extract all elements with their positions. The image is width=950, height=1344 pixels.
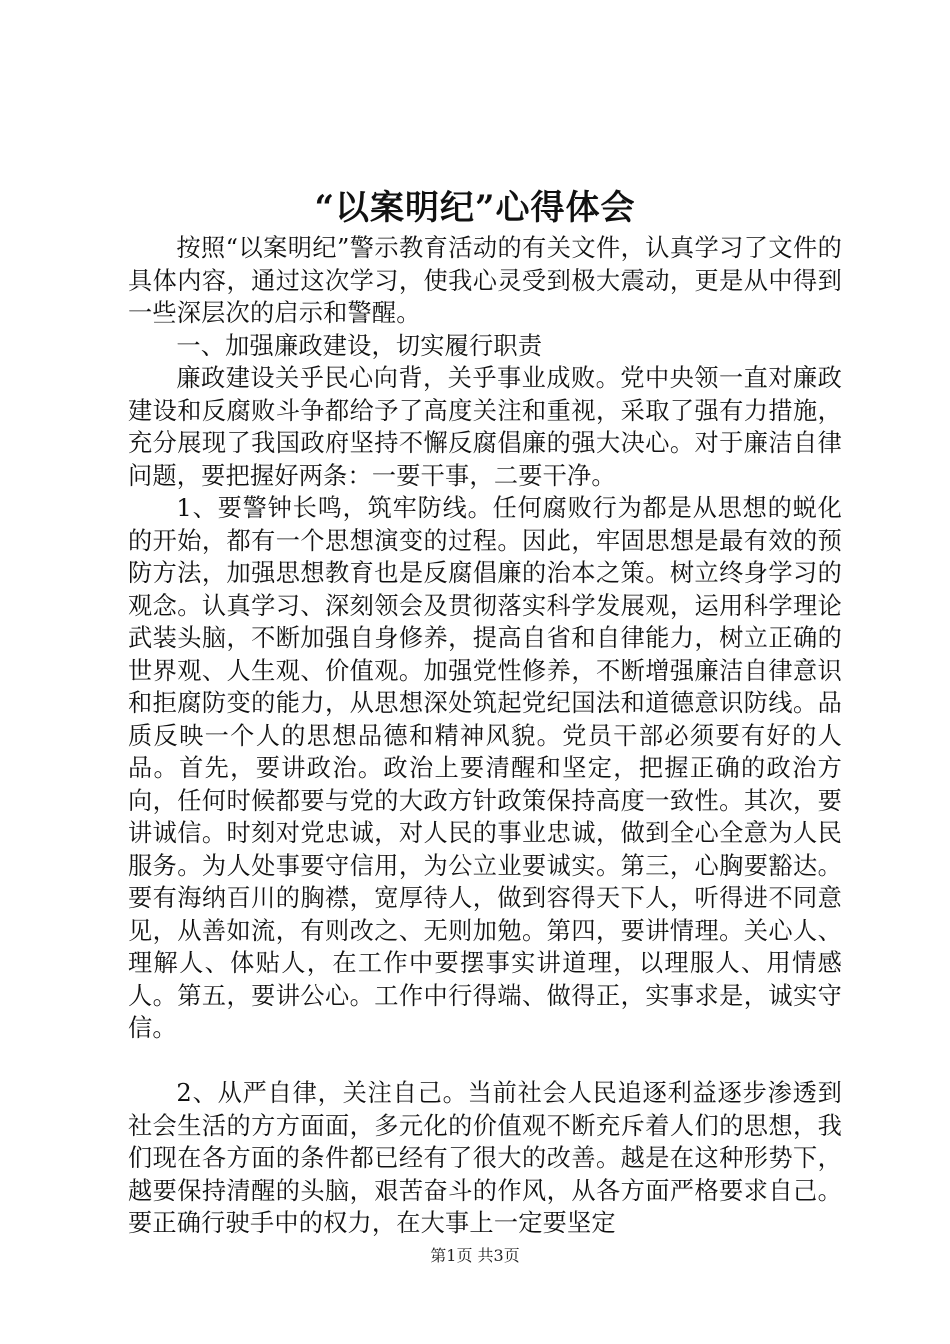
intro-paragraph: 按照“以案明纪”警示教育活动的有关文件，认真学习了文件的具体内容，通过这次学习，使我心灵受到极大震动，更是从中得到一些深层次的启示和警醒。 bbox=[128, 234, 842, 327]
section-paragraph: 廉政建设关乎民心向背，关乎事业成败。党中央领一直对廉政建设和反腐败斗争都给予了高度关注和重视，采取了强有力措施，充分展现了我国政府坚持不懈反腐倡廉的强大决心。对于廉洁自律问题，要把握好两条：一要干事，二要干净。 bbox=[128, 364, 842, 490]
page-footer: 第1页 共3页 bbox=[430, 1246, 520, 1265]
point-two-paragraph: 2、从严自律，关注自己。当前社会人民追逐利益逐步渗透到社会生活的方方面面，多元化的价值观不断充斥着人们的思想，我们现在各方面的条件都已经有了很大的改善。越是在这种形势下，越要保持清醒的头脑，艰苦奋斗的作风，从各方面严格要求自己。要正确行驶手中的权力，在大事上一定要坚定 bbox=[128, 1079, 842, 1237]
document-body bbox=[128, 232, 842, 1240]
section-heading: 一、加强廉政建设，切实履行职责 bbox=[176, 331, 543, 360]
page-title: “以案明纪”心得体会 bbox=[314, 188, 636, 228]
point-one-paragraph: 1、要警钟长鸣，筑牢防线。任何腐败行为都是从思想的蜕化的开始，都有一个思想演变的过程。因此，牢固思想是最有效的预防方法，加强思想教育也是反腐倡廉的治本之策。树立终身学习的观念。认真学习、深刻领会及贯彻落实科学发展观，运用科学理论武装头脑，不断加强自身修养，提高自省和自律能力，树立正确的世界观、人生观、价值观。加强党性修养，不断增强廉洁自律意识和拒腐防变的能力，从思想深处筑起党纪国法和道德意识防线。品质反映一个人的思想品德和精神风貌。党员干部必须要有好的人品。首先，要讲政治。政治上要清醒和坚定，把握正确的政治方向，任何时候都要与党的大政方针政策保持高度一致性。其次，要讲诚信。时刻对党忠诚，对人民的事业忠诚，做到全心全意为人民服务。为人处事要守信用，为公立业要诚实。第三，心胸要豁达。要有海纳百川的胸襟，宽厚待人，做到容得天下人，听得进不同意见，从善如流，有则改之、无则加勉。第四，要讲情理。关心人、理解人、体贴人，在工作中要摆事实讲道理，以理服人、用情感人。第五，要讲公心。工作中行得端、做得正，实事求是，诚实守信。 bbox=[128, 494, 842, 1042]
